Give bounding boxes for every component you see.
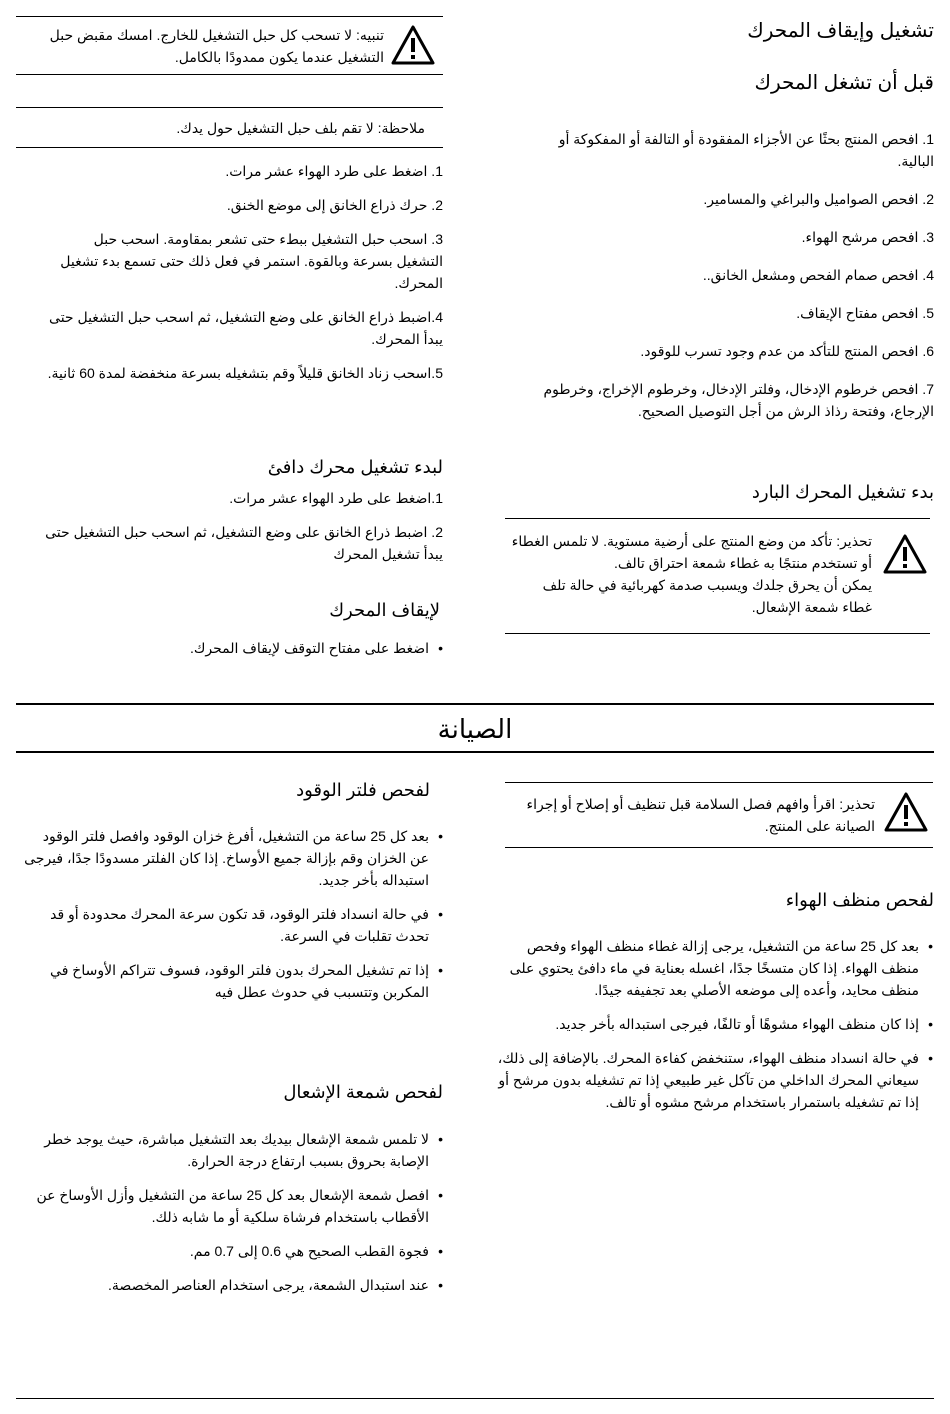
page-bottom-rule bbox=[16, 1398, 934, 1399]
divider bbox=[16, 703, 934, 705]
list-item: 3. اسحب حبل التشغيل ببطء حتى تشعر بمقاومة. اسحب حبل التشغيل بسرعة وبالقوة. استمر في فعل ذلك حتى تسمع بدء تشغيل المحرك. bbox=[60, 231, 443, 291]
divider bbox=[505, 518, 930, 519]
note-text: ملاحظة: لا تقم بلف حبل التشغيل حول يدك. bbox=[176, 120, 425, 136]
maintenance-warning: تحذير: اقرأ وافهم فصل السلامة قبل تنظيف أو إصلاح أو إجراء الصيانة على المنتج. bbox=[526, 796, 875, 834]
divider bbox=[16, 751, 934, 753]
maintenance-title: الصيانة bbox=[437, 714, 513, 744]
divider bbox=[16, 16, 443, 17]
warm-start-steps bbox=[40, 487, 443, 565]
list-item: 2. اضبط ذراع الخانق على وضع التشغيل، ثم اسحب حبل التشغيل حتى يبدأ تشغيل المحرك bbox=[45, 524, 443, 562]
stop-engine-title: لإيقاف المحرك bbox=[329, 600, 440, 620]
list-item: • إذا كان منظف الهواء مشوهًا أو تالفًا، فيرجى استبداله بأخر جديد. bbox=[495, 1013, 933, 1035]
list-item: 7. افحص خرطوم الإدخال، وفلتر الإدخال، وخرطوم الإخراج، وخرطوم الإرجاع، وفتحة رذاذ الرش من أجل التوصيل الصحيح. bbox=[543, 381, 934, 419]
divider bbox=[16, 107, 443, 108]
fuel-filter-items bbox=[22, 825, 443, 1003]
list-item: 2. افحص الصواميل والبراغي والمسامير. bbox=[703, 191, 934, 207]
fuel-filter-title: لفحص فلتر الوقود bbox=[296, 780, 430, 800]
list-item: 1. افحص المنتج بحثًا عن الأجزاء المفقودة أو التالفة أو المفكوكة أو البالية. bbox=[558, 131, 934, 169]
list-item: 5.اسحب زناد الخانق قليلاً وقم بتشغيله بسرعة منخفضة لمدة 60 ثانية. bbox=[47, 365, 443, 381]
list-item: • افصل شمعة الإشعال بعد كل 25 ساعة من التشغيل وأزل الأوساخ عن الأقطاب باستخدام فرشاة سلكية أو ما شابه ذلك. bbox=[22, 1184, 443, 1228]
section-title-start-stop: تشغيل وإيقاف المحرك bbox=[747, 20, 934, 42]
air-cleaner-items bbox=[495, 935, 933, 1113]
spark-plug-items bbox=[22, 1128, 443, 1296]
cold-start-steps bbox=[45, 160, 443, 384]
list-item: • بعد كل 25 ساعة من التشغيل، يرجى إزالة غطاء منظف الهواء وفحص منظف الهواء. إذا كان متسخًا جدًا، اغسله بعناية في ماء دافئ يحتوي على منظف محايد، وأعده إلى موضعه الأصلي بعد تجفيفه جيدًا. bbox=[495, 935, 933, 1001]
divider bbox=[505, 782, 933, 783]
warning-icon bbox=[883, 791, 929, 833]
list-item: 2. حرك ذراع الخانق إلى موضع الخنق. bbox=[226, 197, 443, 213]
list-item: 6. افحص المنتج للتأكد من عدم وجود تسرب للوقود. bbox=[640, 343, 934, 359]
air-cleaner-title: لفحص منظف الهواء bbox=[785, 890, 934, 910]
list-item: • اضغط على مفتاح التوقف لإيقاف المحرك. bbox=[130, 637, 443, 659]
divider bbox=[505, 847, 933, 848]
cold-start-title: بدء تشغيل المحرك البارد bbox=[751, 482, 934, 502]
divider bbox=[16, 74, 443, 75]
list-item: • بعد كل 25 ساعة من التشغيل، أفرغ خزان الوقود وافصل فلتر الوقود عن الخزان وقم بإزالة جميع الأوساخ. إذا كان الفلتر مسدودًا جدًا، فيرجى استبداله بأخر جديد. bbox=[22, 825, 443, 891]
list-item: 4.اضبط ذراع الخانق على وضع التشغيل، ثم اسحب حبل التشغيل حتى يبدأ المحرك. bbox=[49, 309, 443, 347]
cold-start-warning bbox=[510, 530, 872, 618]
spark-plug-title: لفحص شمعة الإشعال bbox=[283, 1082, 443, 1102]
caution-icon bbox=[390, 24, 436, 66]
list-item: 1.اضغط على طرد الهواء عشر مرات. bbox=[229, 490, 443, 506]
list-item: • في حالة انسداد فلتر الوقود، قد تكون سرعة المحرك محدودة أو قد تحدث تقلبات في السرعة. bbox=[22, 903, 443, 947]
warm-start-title: لبدء تشغيل محرك دافئ bbox=[267, 457, 443, 477]
list-item: • لا تلمس شمعة الإشعال بيديك بعد التشغيل مباشرة، حيث يوجد خطر الإصابة بحروق بسبب ارتفاع درجة الحرارة. bbox=[22, 1128, 443, 1172]
list-item: • فجوة القطب الصحيح هي 0.6 إلى 0.7 مم. bbox=[22, 1240, 443, 1262]
warning-text: تحذير: تأكد من وضع المنتج على أرضية مستوية. لا تلمس الغطاء أو تستخدم منتجًا به غطاء شمعة احتراق تالف. bbox=[511, 533, 872, 571]
list-item: • إذا تم تشغيل المحرك بدون فلتر الوقود، فسوف تتراكم الأوساخ في المكربن وتتسبب في حدوث عطل فيه bbox=[22, 959, 443, 1003]
caution-text: تنبيه: لا تسحب كل حبل التشغيل للخارج. امسك مقبض حبل التشغيل عندما يكون ممدودًا بالكامل. bbox=[49, 27, 384, 65]
warning-icon bbox=[882, 533, 928, 575]
list-item: 1. اضغط على طرد الهواء عشر مرات. bbox=[225, 163, 443, 179]
list-item: 5. افحص مفتاح الإيقاف. bbox=[796, 305, 934, 321]
list-item: 4. افحص صمام الفحص ومشعل الخانق.. bbox=[702, 267, 934, 283]
list-item: • عند استبدال الشمعة، يرجى استخدام العناصر المخصصة. bbox=[22, 1274, 443, 1296]
divider bbox=[16, 147, 443, 148]
before-start-steps bbox=[519, 128, 934, 422]
stop-engine-steps bbox=[130, 637, 443, 659]
list-item: 3. افحص مرشح الهواء. bbox=[801, 229, 934, 245]
divider bbox=[505, 633, 930, 634]
before-start-title: قبل أن تشغل المحرك bbox=[754, 72, 934, 94]
list-item: • في حالة انسداد منظف الهواء، ستنخفض كفاءة المحرك. بالإضافة إلى ذلك، سيعاني المحرك الداخلي من تآكل غير طبيعي إذا تم تشغيله بدون مرشح أو إذا تم تشغيله باستمرار باستخدام مرشح مشوه أو تالف. bbox=[495, 1047, 933, 1113]
warning-text: يمكن أن يحرق جلدك ويسبب صدمة كهربائية في حالة تلف غطاء شمعة الإشعال. bbox=[542, 577, 872, 615]
